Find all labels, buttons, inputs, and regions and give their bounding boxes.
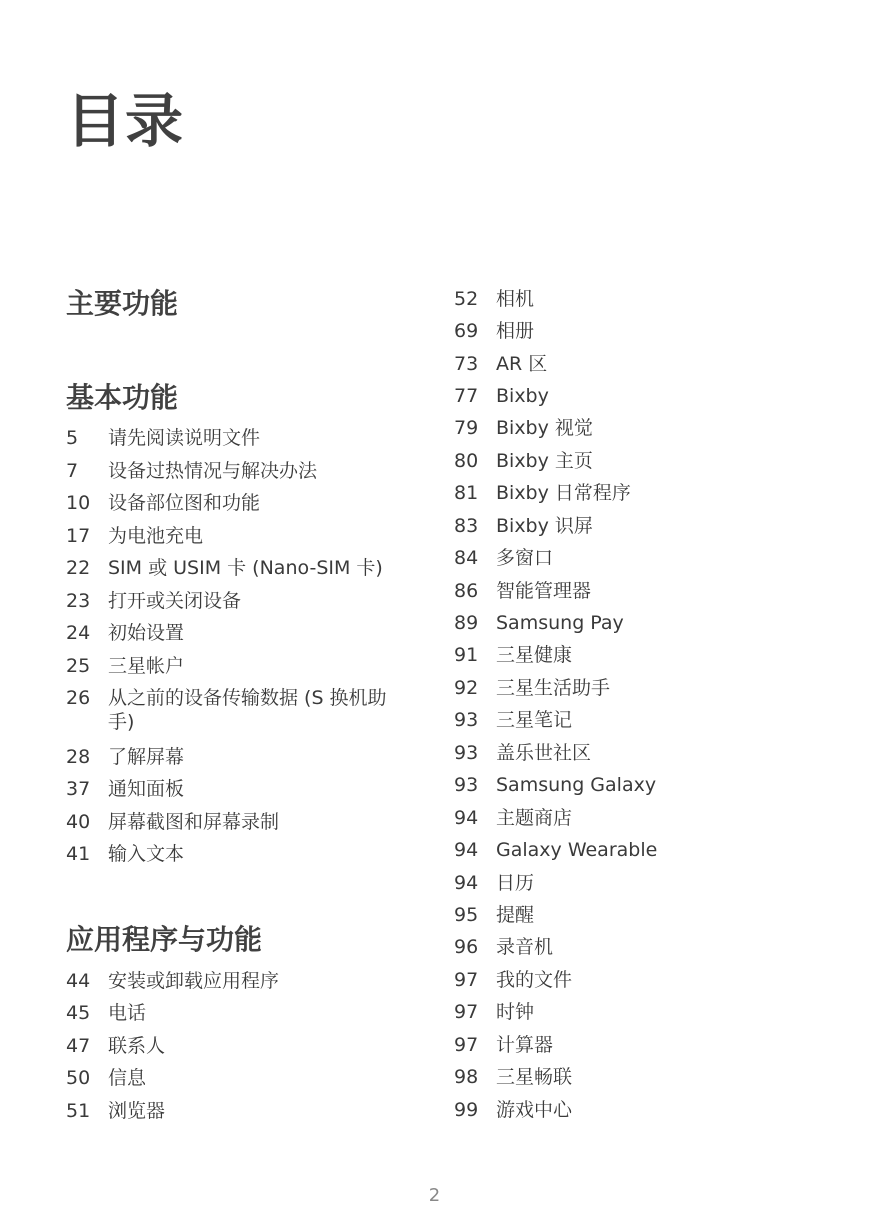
toc-entry[interactable] (454, 643, 814, 667)
toc-entry-page: 23 (66, 590, 91, 612)
toc-entry-page: 25 (66, 655, 91, 677)
toc-entry-label: 从之前的设备传输数据 (S 换机助手) (108, 687, 387, 733)
toc-entry-page: 45 (66, 1002, 91, 1024)
toc-entry-page: 40 (66, 811, 91, 833)
section-heading-basic-features[interactable]: 基本功能 (66, 381, 179, 414)
toc-entry-page: 28 (66, 746, 91, 768)
toc-entry[interactable] (454, 968, 814, 992)
toc-entry[interactable] (66, 491, 406, 515)
toc-entry[interactable] (66, 842, 406, 866)
toc-entry-label: Samsung Galaxy (496, 774, 657, 796)
toc-entry-page: 81 (454, 482, 479, 504)
toc-entry-page: 79 (454, 417, 479, 439)
toc-entry[interactable] (454, 1065, 814, 1089)
toc-entry-page: 69 (454, 320, 479, 342)
toc-entry-page: 17 (66, 525, 91, 547)
toc-entry-label: Bixby 识屏 (496, 515, 593, 537)
toc-entry-label: 安装或卸载应用程序 (108, 970, 280, 992)
toc-entry-page: 80 (454, 450, 479, 472)
toc-entry[interactable] (66, 621, 406, 645)
toc-entry-page: 44 (66, 970, 91, 992)
toc-entry-label: SIM 或 USIM 卡 (Nano-SIM 卡) (108, 557, 383, 579)
toc-entry[interactable] (66, 969, 406, 993)
toc-entry-label: 三星生活助手 (496, 677, 611, 699)
toc-entry-label: Bixby (496, 385, 549, 407)
toc-entry-label: 提醒 (496, 904, 535, 926)
toc-entry-label: 时钟 (496, 1001, 535, 1023)
toc-entry-label: Galaxy Wearable (496, 839, 658, 861)
toc-entry[interactable] (454, 579, 814, 603)
toc-entry[interactable] (66, 556, 406, 580)
toc-entry[interactable] (454, 514, 814, 538)
toc-entry-label: 为电池充电 (108, 525, 204, 547)
toc-entry-page: 98 (454, 1066, 479, 1088)
toc-entry[interactable] (454, 352, 814, 376)
toc-entry[interactable] (454, 806, 814, 830)
toc-entry[interactable] (66, 745, 406, 769)
toc-entry-page: 77 (454, 385, 479, 407)
toc-entry-label: 输入文本 (108, 843, 185, 865)
toc-entry-page: 50 (66, 1067, 91, 1089)
toc-entry[interactable] (454, 416, 814, 440)
toc-entry[interactable] (454, 611, 814, 635)
toc-entry-label: 相机 (496, 288, 535, 310)
toc-entry-label: 打开或关闭设备 (108, 590, 242, 612)
toc-entry-label: 多窗口 (496, 547, 554, 569)
toc-entry[interactable] (454, 773, 814, 797)
toc-entry-page: 94 (454, 807, 479, 829)
toc-entry-page: 26 (66, 687, 91, 709)
toc-entry[interactable] (454, 1033, 814, 1057)
toc-entry-label: Bixby 日常程序 (496, 482, 631, 504)
page-number: 2 (428, 1185, 441, 1206)
toc-entry-page: 86 (454, 580, 479, 602)
toc-entry[interactable] (454, 935, 814, 959)
toc-entry-label: 相册 (496, 320, 535, 342)
toc-entry[interactable] (454, 741, 814, 765)
toc-entry-page: 89 (454, 612, 479, 634)
toc-entry-page: 73 (454, 353, 479, 375)
section-heading-apps-and-features[interactable]: 应用程序与功能 (66, 923, 263, 956)
toc-entry-page: 92 (454, 677, 479, 699)
toc-entry-label: 联系人 (108, 1035, 166, 1057)
toc-entry[interactable] (66, 1099, 406, 1123)
toc-entry-page: 97 (454, 1001, 479, 1023)
toc-entry-label: 录音机 (496, 936, 554, 958)
toc-entry-label: 设备过热情况与解决办法 (108, 460, 318, 482)
toc-entry[interactable] (454, 903, 814, 927)
toc-entry[interactable] (454, 1098, 814, 1122)
toc-entry[interactable] (454, 871, 814, 895)
toc-entry[interactable] (66, 810, 406, 834)
toc-entry-label: Bixby 视觉 (496, 417, 593, 439)
page-title: 目录 (66, 87, 185, 155)
toc-entry-page: 83 (454, 515, 479, 537)
toc-entry-page: 93 (454, 774, 479, 796)
toc-entry-label: 三星畅联 (496, 1066, 573, 1088)
toc-entry-page: 96 (454, 936, 479, 958)
toc-entry-page: 99 (454, 1099, 479, 1121)
toc-entry[interactable] (454, 287, 814, 311)
toc-entry[interactable] (454, 546, 814, 570)
toc-entry[interactable] (454, 481, 814, 505)
toc-entry-page: 93 (454, 709, 479, 731)
toc-entry-label: 智能管理器 (496, 580, 592, 602)
toc-entry-label: 三星健康 (496, 644, 573, 666)
toc-entry-label: 电话 (108, 1002, 147, 1024)
toc-entry-page: 97 (454, 969, 479, 991)
toc-entry-page: 94 (454, 839, 479, 861)
toc-entry-page: 97 (454, 1034, 479, 1056)
toc-entry-page: 5 (66, 427, 79, 449)
toc-entry[interactable] (66, 654, 406, 678)
toc-entry-label: 三星帐户 (108, 655, 185, 677)
toc-entry-page: 41 (66, 843, 91, 865)
toc-entry-label: 三星笔记 (496, 709, 573, 731)
toc-entry-page: 93 (454, 742, 479, 764)
toc-entry[interactable] (66, 589, 406, 613)
toc-entry-page: 24 (66, 622, 91, 644)
toc-entry-label: 了解屏幕 (108, 746, 185, 768)
toc-entry-label: 屏幕截图和屏幕录制 (108, 811, 280, 833)
toc-entry-page: 94 (454, 872, 479, 894)
toc-entry[interactable] (454, 1000, 814, 1024)
toc-entry[interactable] (66, 459, 406, 483)
toc-entry[interactable] (454, 384, 814, 408)
toc-entry[interactable] (454, 319, 814, 343)
toc-entry-label: 信息 (108, 1067, 147, 1089)
toc-entry-page: 52 (454, 288, 479, 310)
toc-entry[interactable] (66, 1001, 406, 1025)
toc-entry-page: 22 (66, 557, 91, 579)
toc-entry[interactable] (66, 1034, 406, 1058)
toc-entry[interactable] (454, 449, 814, 473)
toc-entry[interactable] (66, 524, 406, 548)
toc-entry-label: 浏览器 (108, 1100, 166, 1122)
toc-entry-label: 日历 (496, 872, 535, 894)
toc-entry-page: 84 (454, 547, 479, 569)
toc-entry-label: 游戏中心 (496, 1099, 573, 1121)
toc-entry-label: 请先阅读说明文件 (108, 427, 261, 449)
toc-entry-page: 7 (66, 460, 79, 482)
toc-entry-label: 我的文件 (496, 969, 573, 991)
toc-entry-label: 初始设置 (108, 622, 185, 644)
toc-entry-label: Bixby 主页 (496, 450, 593, 472)
toc-entry[interactable] (66, 1066, 406, 1090)
toc-entry-label: 通知面板 (108, 778, 185, 800)
toc-entry-label: 主题商店 (496, 807, 573, 829)
toc-entry-label: 设备部位图和功能 (108, 492, 261, 514)
toc-entry[interactable] (66, 686, 406, 734)
toc-entry[interactable] (66, 426, 406, 450)
toc-entry-page: 91 (454, 644, 479, 666)
toc-entry-label: Samsung Pay (496, 612, 624, 634)
toc-entry-page: 10 (66, 492, 91, 514)
toc-entry-label: 盖乐世社区 (496, 742, 592, 764)
toc-entry[interactable] (66, 777, 406, 801)
toc-entry[interactable] (454, 708, 814, 732)
toc-entry[interactable] (454, 676, 814, 700)
toc-entry-page: 51 (66, 1100, 91, 1122)
toc-entry-label: 计算器 (496, 1034, 554, 1056)
toc-entry-label: AR 区 (496, 353, 548, 375)
toc-entry[interactable] (454, 838, 814, 862)
toc-entry-page: 47 (66, 1035, 91, 1057)
toc-entry-page: 95 (454, 904, 479, 926)
toc-entry-page: 37 (66, 778, 91, 800)
section-heading-key-features[interactable]: 主要功能 (66, 287, 179, 320)
